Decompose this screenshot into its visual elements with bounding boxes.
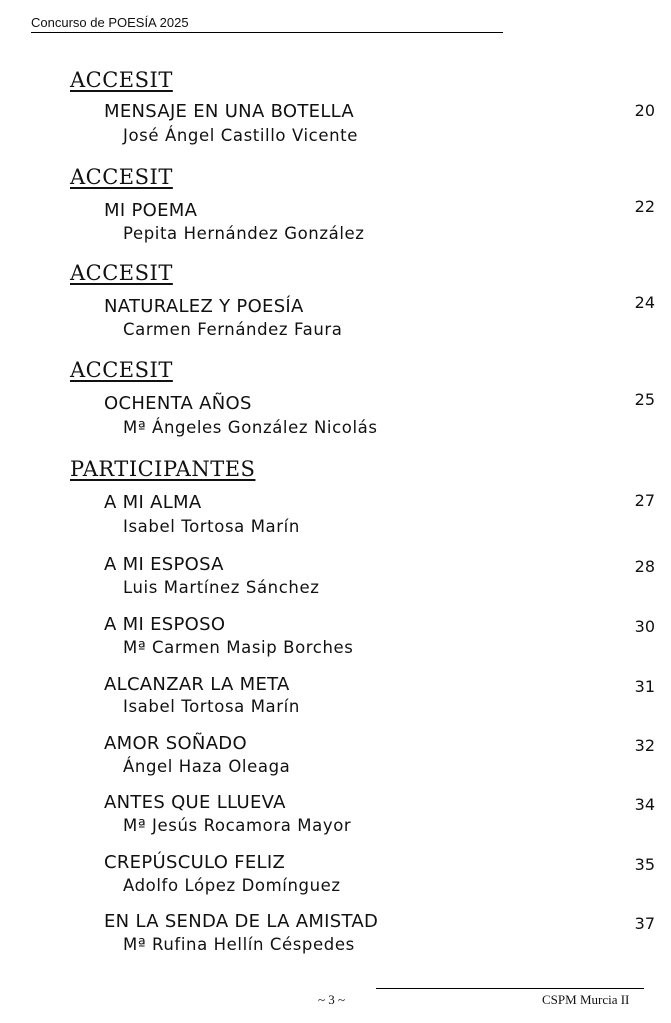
entry-author: Mª Carmen Masip Borches	[123, 638, 354, 657]
entry-title: ALCANZAR LA META	[104, 674, 290, 695]
entry-title: CREPÚSCULO FELIZ	[104, 852, 286, 873]
footer-rule	[376, 988, 644, 989]
entry-title: A MI ALMA	[104, 492, 202, 513]
section-heading: ACCESIT	[70, 165, 173, 189]
section-heading: ACCESIT	[70, 68, 173, 92]
entry-author: José Ángel Castillo Vicente	[123, 126, 358, 145]
entry-title: A MI ESPOSO	[104, 614, 226, 635]
entry-title: EN LA SENDA DE LA AMISTAD	[104, 911, 379, 932]
entry-title: ANTES QUE LLUEVA	[104, 792, 286, 813]
entry-title: A MI ESPOSA	[104, 554, 224, 575]
entry-page-number: 30	[634, 617, 655, 636]
entry-author: Mª Jesús Rocamora Mayor	[123, 816, 352, 835]
entry-title: MENSAJE EN UNA BOTELLA	[104, 101, 355, 122]
page-number: ~ 3 ~	[318, 992, 346, 1007]
document-header: Concurso de POESÍA 2025	[31, 14, 503, 33]
entry-page-number: 34	[634, 795, 655, 814]
entry-author: Adolfo López Domínguez	[123, 876, 341, 895]
entry-title: NATURALEZ Y POESÍA	[104, 296, 304, 317]
entry-page-number: 31	[634, 677, 655, 696]
section-heading: PARTICIPANTES	[70, 457, 256, 481]
entry-title: MI POEMA	[104, 200, 198, 221]
entry-page-number: 25	[634, 390, 655, 409]
entry-author: Luis Martínez Sánchez	[123, 578, 320, 597]
entry-author: Ángel Haza Oleaga	[123, 757, 291, 776]
section-heading: ACCESIT	[70, 358, 173, 382]
footer-organization: CSPM Murcia II	[542, 992, 630, 1007]
entry-page-number: 37	[634, 914, 655, 933]
entry-title: AMOR SOÑADO	[104, 733, 247, 754]
entry-page-number: 24	[634, 293, 655, 312]
entry-page-number: 22	[634, 197, 655, 216]
entry-page-number: 35	[634, 855, 655, 874]
entry-author: Mª Ángeles González Nicolás	[123, 418, 378, 437]
entry-title: OCHENTA AÑOS	[104, 393, 252, 414]
entry-author: Carmen Fernández Faura	[123, 320, 343, 339]
section-heading: ACCESIT	[70, 261, 173, 285]
entry-page-number: 28	[634, 557, 655, 576]
entry-author: Pepita Hernández González	[123, 224, 365, 243]
entry-author: Isabel Tortosa Marín	[123, 697, 300, 716]
entry-page-number: 27	[634, 491, 655, 510]
entry-page-number: 20	[634, 101, 655, 120]
entry-page-number: 32	[634, 736, 655, 755]
entry-author: Isabel Tortosa Marín	[123, 517, 300, 536]
entry-author: Mª Rufina Hellín Céspedes	[123, 935, 355, 954]
